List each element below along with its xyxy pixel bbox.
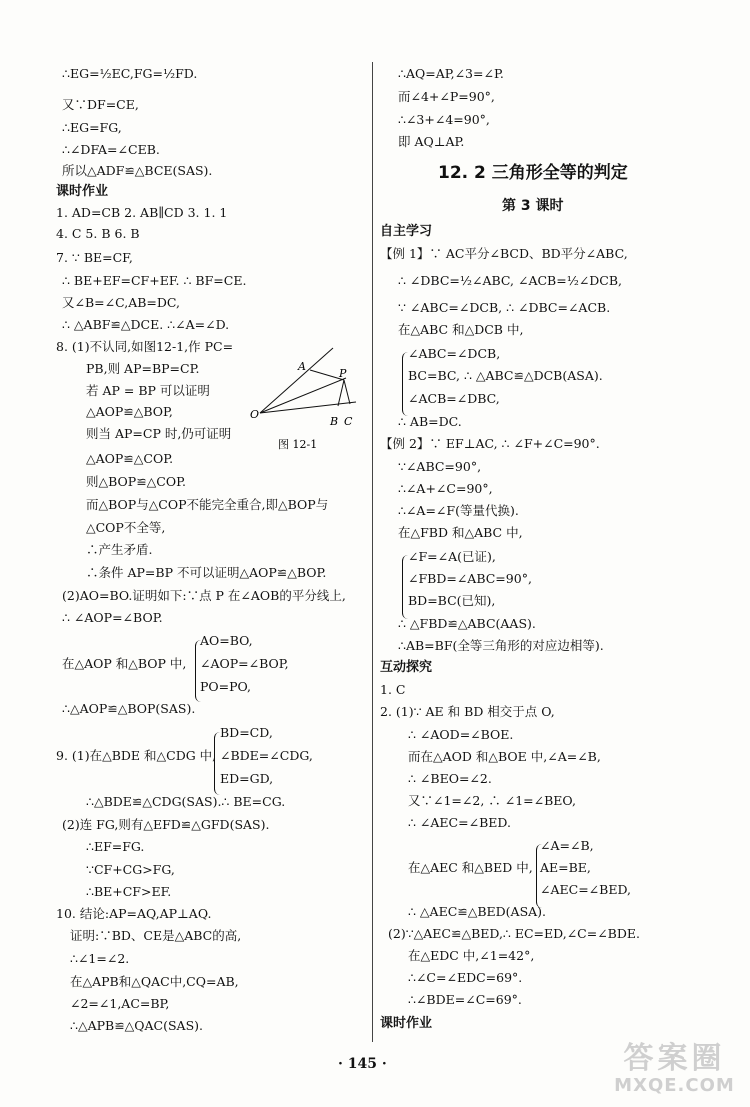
left-line: ∴产生矛盾. <box>86 542 153 557</box>
right-line: ∠AEC=∠BED, <box>540 882 631 897</box>
left-line: ∠BDE=∠CDG, <box>220 748 313 763</box>
right-line: 在△ABC 和△DCB 中, <box>398 322 524 337</box>
left-line: ∴EG=½EC,FG=½FD. <box>62 66 198 81</box>
left-line: ∴ △ABF≌△DCE. ∴∠A=∠D. <box>62 317 230 332</box>
left-line: ∴BE+CF>EF. <box>86 884 172 899</box>
brace-aop <box>195 640 202 702</box>
left-line: ∴ ∠AOP=∠BOP. <box>62 610 163 625</box>
left-line: 10. 结论:AP=AQ,AP⊥AQ. <box>56 906 212 921</box>
label-P: P <box>339 367 347 380</box>
column-divider <box>372 62 373 1042</box>
page-number: · 145 · <box>338 1056 387 1072</box>
left-line: 则△BOP≌△COP. <box>86 474 186 489</box>
watermark-url: MXQE.COM <box>614 1075 735 1096</box>
figure-12-1 <box>248 340 368 460</box>
brace-bde <box>214 732 221 795</box>
label-B: B <box>330 415 339 428</box>
left-line: 4. C 5. B 6. B <box>56 226 140 241</box>
right-line: ∠A=∠B, <box>540 838 594 853</box>
right-line: ∴ ∠DBC=½∠ABC, ∠ACB=½∠DCB, <box>398 273 623 288</box>
left-line: 所以△ADF≌△BCE(SAS). <box>62 163 213 178</box>
right-line: 而∠4+∠P=90°, <box>398 89 495 104</box>
right-line: ∠ABC=∠DCB, <box>408 346 501 361</box>
right-line: 【例 1】∵ AC平分∠BCD、BD平分∠ABC, <box>380 246 628 261</box>
left-line: 则当 AP=CP 时,仍可证明 <box>86 426 232 441</box>
right-line: 在△EDC 中,∠1=42°, <box>408 948 535 963</box>
right-line: ∴ ∠BEO=∠2. <box>408 771 492 786</box>
left-line: ∠2=∠1,AC=BP, <box>70 996 170 1011</box>
right-line: 在△AEC 和△BED 中, <box>408 860 533 875</box>
right-line: ∴∠3+∠4=90°, <box>398 112 490 127</box>
right-line: ∴AB=BF(全等三角形的对应边相等). <box>398 638 604 653</box>
right-line: ∴∠A+∠C=90°, <box>398 481 493 496</box>
right-line: ∴∠C=∠EDC=69°. <box>408 970 523 985</box>
left-line: 又∵DF=CE, <box>62 97 139 112</box>
right-line: ∴ ∠AOD=∠BOE. <box>408 727 514 742</box>
right-line: ∴ △AEC≌△BED(ASA). <box>408 904 547 919</box>
label-C: C <box>344 415 353 428</box>
right-line: ∴∠A=∠F(等量代换). <box>398 503 519 518</box>
right-line: 12. 2 三角形全等的判定 <box>438 163 628 183</box>
left-line: 8. (1)不认同,如图12-1,作 PC= <box>56 339 234 354</box>
left-line: ∠AOP=∠BOP, <box>200 656 289 671</box>
watermark <box>607 1043 742 1101</box>
left-line: ∴EG=FG, <box>62 120 122 135</box>
left-line: BD=CD, <box>220 725 273 740</box>
label-A: A <box>298 360 306 373</box>
right-line: ∴ ∠AEC=∠BED. <box>408 815 511 830</box>
left-line: △COP不全等, <box>86 520 166 535</box>
right-line: 2. (1)∵ AE 和 BD 相交于点 O, <box>380 704 555 719</box>
left-line: 1. AD=CB 2. AB∥CD 3. 1. 1 <box>56 205 228 220</box>
right-line: ∵ ∠ABC=∠DCB, ∴ ∠DBC=∠ACB. <box>398 300 611 315</box>
left-line: (2)AO=BO.证明如下:∵点 P 在∠AOB的平分线上, <box>62 588 346 603</box>
figure-caption: 图 12-1 <box>278 438 318 451</box>
left-line: ∴ BE+EF=CF+EF. ∴ BF=CE. <box>62 273 247 288</box>
right-line: 【例 2】∵ EF⊥AC, ∴ ∠F+∠C=90°. <box>380 436 600 451</box>
right-line: 又∵∠1=∠2, ∴ ∠1=∠BEO, <box>408 793 576 808</box>
left-line: △AOP≌△COP. <box>86 451 174 466</box>
left-line: ∴∠DFA=∠CEB. <box>62 142 160 157</box>
left-line: ∴△APB≌△QAC(SAS). <box>70 1018 203 1033</box>
left-line: PO=PO, <box>200 679 252 694</box>
label-O: O <box>250 408 260 421</box>
left-line: 在△AOP 和△BOP 中, <box>62 656 187 671</box>
right-line: BD=BC(已知), <box>408 593 496 608</box>
left-line: 课时作业 <box>56 184 109 199</box>
left-line: AO=BO, <box>200 633 253 648</box>
right-line: ∠F=∠A(已证), <box>408 549 496 564</box>
left-line: 证明:∵BD、CE是△ABC的高, <box>70 928 242 943</box>
brace-abc-dcb <box>402 352 409 416</box>
right-line: 1. C <box>380 682 406 697</box>
right-line: ∴∠BDE=∠C=69°. <box>408 992 522 1007</box>
right-line: 课时作业 <box>380 1016 433 1031</box>
right-line: 自主学习 <box>380 224 433 239</box>
left-line: 又∠B=∠C,AB=DC, <box>62 295 180 310</box>
right-line: 而在△AOD 和△BOE 中,∠A=∠B, <box>408 749 601 764</box>
left-line: 在△APB和△QAC中,CQ=AB, <box>70 974 239 989</box>
right-line: 第 3 课时 <box>502 198 564 214</box>
right-line: 在△FBD 和△ABC 中, <box>398 525 523 540</box>
left-line: (2)连 FG,则有△EFD≌△GFD(SAS). <box>62 817 270 832</box>
right-line: ∠ACB=∠DBC, <box>408 391 500 406</box>
watermark-logo: 答案圈 <box>623 1041 726 1076</box>
right-line: 即 AQ⊥AP. <box>398 134 465 149</box>
left-line: ∵CF+CG>FG, <box>86 862 175 877</box>
left-line: 若 AP = BP 可以证明 <box>86 383 210 398</box>
right-line: AE=BE, <box>540 860 591 875</box>
left-line: 7. ∵ BE=CF, <box>56 250 133 265</box>
left-line: ∴EF=FG. <box>86 839 145 854</box>
right-line: ∴ △FBD≌△ABC(AAS). <box>398 616 536 631</box>
left-line: ED=GD, <box>220 771 274 786</box>
right-line: ∴ AB=DC. <box>398 414 462 429</box>
brace-fbd-abc <box>402 555 409 619</box>
left-line: ∴∠1=∠2. <box>70 951 130 966</box>
right-line: (2)∵△AEC≌△BED,∴ EC=ED,∠C=∠BDE. <box>388 926 640 941</box>
right-line: ∵∠ABC=90°, <box>398 459 482 474</box>
left-line: 而△BOP与△COP不能完全重合,即△BOP与 <box>86 497 329 512</box>
left-line: ∴△BDE≌△CDG(SAS).∴ BE=CG. <box>86 794 286 809</box>
right-line: 互动探究 <box>380 660 433 675</box>
brace-aec-bed <box>536 844 543 908</box>
right-line: ∠FBD=∠ABC=90°, <box>408 571 532 586</box>
right-line: ∴AQ=AP,∠3=∠P. <box>398 66 504 81</box>
left-line: △AOP≌△BOP, <box>86 404 173 419</box>
left-line: PB,则 AP=BP=CP. <box>86 361 200 376</box>
left-line: 9. (1)在△BDE 和△CDG 中, <box>56 748 217 763</box>
left-line: ∴△AOP≌△BOP(SAS). <box>62 701 196 716</box>
right-line: BC=BC, ∴ △ABC≌△DCB(ASA). <box>408 368 603 383</box>
left-line: ∴条件 AP=BP 不可以证明△AOP≌△BOP. <box>86 565 327 580</box>
